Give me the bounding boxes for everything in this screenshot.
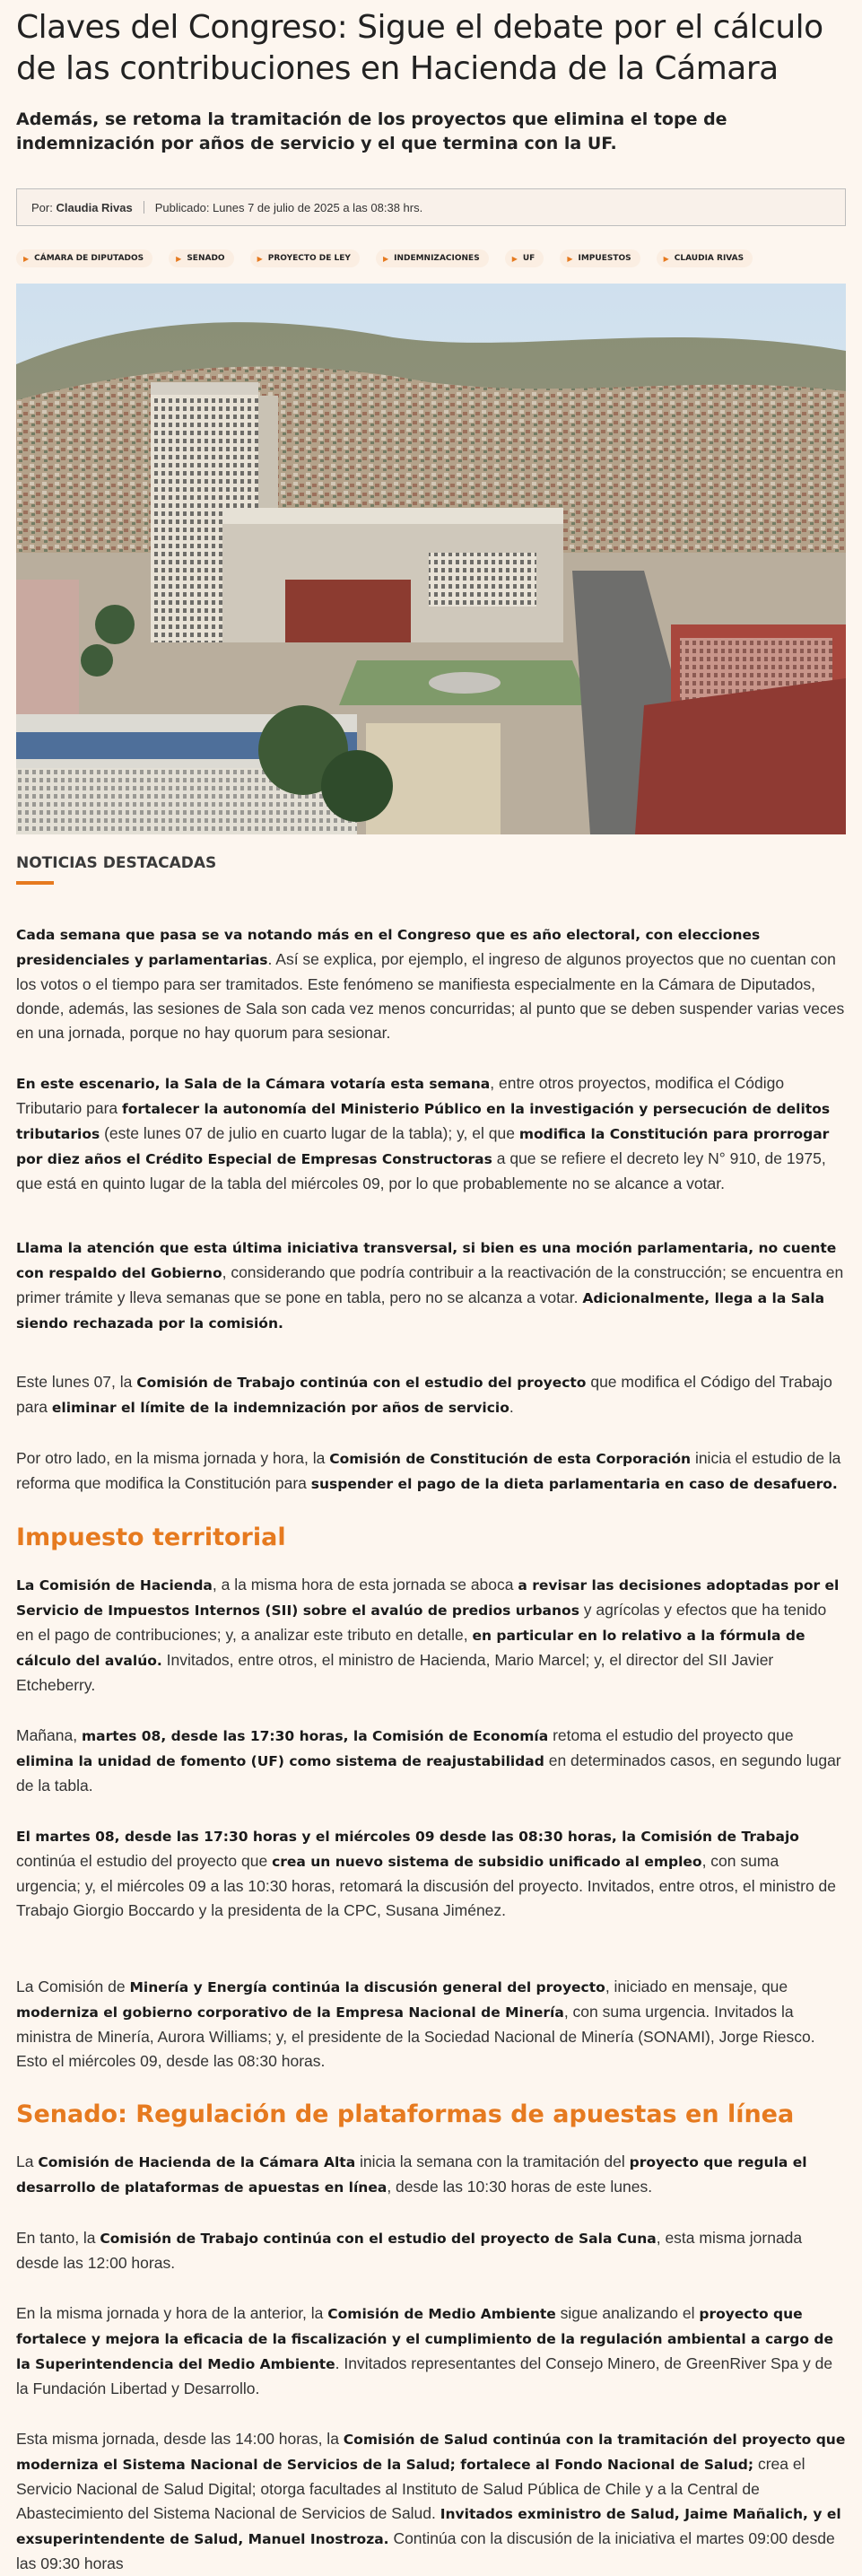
text-run: Este lunes 07, la (16, 1373, 137, 1391)
tag-link[interactable] (250, 249, 360, 267)
paragraph (16, 1573, 846, 1698)
bold-text: Comisión de Medio Ambiente (327, 2306, 556, 2322)
bold-text: martes 08, desde las 17:30 horas, la Comisión de Economía (81, 1728, 549, 1744)
tag-arrow-icon: ▶ (663, 254, 669, 263)
bold-text: Comisión de Hacienda de la Cámara Alta (38, 2154, 356, 2170)
tag-link[interactable] (560, 249, 640, 267)
bold-text: crea un nuevo sistema de subsidio unificado al empleo (272, 1854, 702, 1870)
tag-label: IMPUESTOS (578, 254, 631, 263)
bold-text: moderniza el gobierno corporativo de la Empresa Nacional de Minería (16, 2004, 564, 2021)
bold-text: La Comisión de Hacienda (16, 1577, 213, 1594)
bold-text: Adicionalmente, llega a la Sala siendo rechazada por la comisión. (16, 1290, 825, 1332)
tag-link[interactable] (16, 249, 152, 267)
paragraph (16, 1824, 846, 1923)
text-run: Invitados, entre otros, el ministro de Hacienda, Mario Marcel; y, el director del SII Javier Etcheberry. (16, 1651, 774, 1694)
tag-label: CLAUDIA RIVAS (674, 254, 744, 263)
tag-arrow-icon: ▶ (511, 254, 518, 263)
text-run: , iniciado en mensaje, que (605, 1978, 788, 1995)
paragraph (16, 2226, 846, 2275)
tag-arrow-icon: ▶ (382, 254, 389, 263)
text-run: , considerando que podría contribuir a la reactivación de la construcción; se encuentra en primer trámite y lleva semanas que se pone en tabla, pero no se alcanza a votar. (16, 1263, 844, 1306)
paragraph (16, 1370, 846, 1420)
section-underline (16, 881, 54, 885)
article-title: Claves del Congreso: Sigue el debate por el cálculo de las contribuciones en Hacienda de la Cámara (16, 9, 823, 87)
text-run: , desde las 10:30 horas de este lunes. (387, 2178, 653, 2196)
bold-text: elimina la unidad de fomento (UF) como sistema de reajustabilidad (16, 1753, 544, 1769)
tag-label: CÁMARA DE DIPUTADOS (34, 254, 144, 263)
tag-arrow-icon: ▶ (23, 254, 30, 263)
text-run: que modifica el Código del Trabajo para (16, 1373, 832, 1416)
tag-label: PROYECTO DE LEY (267, 254, 351, 263)
bold-text: En este escenario, la Sala de la Cámara votaría esta semana (16, 1076, 491, 1092)
text-run: Por otro lado, en la misma jornada y hora, la (16, 1449, 330, 1467)
bold-text: El martes 08, desde las 17:30 horas y el miércoles 09 desde las 08:30 horas, la Comisión de Trabajo (16, 1829, 799, 1845)
text-run: sigue analizando el (555, 2304, 700, 2322)
subheading-impuesto: Impuesto territorial (16, 1524, 286, 1551)
tag-label: SENADO (187, 254, 225, 263)
bold-text: Comisión de Constitución de esta Corporación (329, 1451, 692, 1467)
text-run: en determinados casos, en segundo lugar de la tabla. (16, 1751, 841, 1794)
bold-text: a revisar las decisiones adoptadas por el Servicio de Impuestos Internos (SII) sobre el avalúo de predios urbanos (16, 1577, 840, 1619)
text-run: , con suma urgencia; y, el miércoles 09 a las 10:30 horas, retomará la discusión del proyecto. Invitados, entre otros, el ministro de Trabajo Giorgio Boccardo y la presidenta de la CPC, Susana Jiménez. (16, 1852, 837, 1919)
text-run: En la misma jornada y hora de la anterior, la (16, 2304, 328, 2322)
tag-arrow-icon: ▶ (176, 254, 182, 263)
article-subtitle: Además, se retoma la tramitación de los proyectos que elimina el tope de indemnización por años de servicio y el que termina con la UF. (16, 109, 727, 153)
text-run: inicia el estudio de la reforma que modifica la Constitución para (16, 1449, 841, 1492)
tag-link[interactable] (376, 249, 489, 267)
paragraph (16, 2427, 846, 2576)
subheading-senado: Senado: Regulación de plataformas de apuestas en línea (16, 2100, 795, 2128)
author-prefix: Por: (31, 200, 53, 214)
text-run: La (16, 2152, 39, 2170)
text-run: La Comisión de (16, 1978, 130, 1995)
paragraph (16, 1446, 846, 1497)
bold-text: suspender el pago de la dieta parlamentaria en caso de desafuero. (310, 1476, 838, 1492)
paragraph (16, 2301, 846, 2401)
text-run: . Así se explica, por ejemplo, el ingreso de algunos proyectos que no cuentan con los votos o el tiempo para ser tramitados. Este fenómeno se manifiesta especialmente en la Cámara de Diputados, donde, además, las sesiones de Sala son cada vez menos concurridas; al punto que se deben suspender varias veces en una jornada, porque no hay quorum para sesionar. (16, 950, 845, 1042)
tag-label: UF (522, 254, 535, 263)
tag-arrow-icon: ▶ (567, 254, 573, 263)
text-run: retoma el estudio del proyecto que (548, 1726, 794, 1744)
byline (16, 188, 846, 226)
text-run: , esta misma jornada desde las 12:00 horas. (16, 2229, 803, 2272)
hero-image (16, 284, 846, 834)
text-run: a que se refiere el decreto ley N° 910, de 1975, que está en quinto lugar de la tabla del miércoles 09, por lo que probablemente no se alcance a votar. (16, 1149, 826, 1192)
bold-text: Minería y Energía continúa la discusión general del proyecto (129, 1979, 605, 1995)
bold-text: Cada semana que pasa se va notando más en el Congreso que es año electoral, con elecciones presidenciales y parlamentarias (16, 927, 761, 968)
text-run: (este lunes 07 de julio en cuarto lugar de la tabla); y, el que (100, 1124, 519, 1142)
tag-link[interactable] (169, 249, 233, 267)
text-run: Mañana, (16, 1726, 82, 1744)
bold-text: fortalecer la autonomía del Ministerio Público en la investigación y persecución de delitos tributarios (16, 1101, 831, 1142)
bold-text: Llama la atención que esta última iniciativa transversal, si bien es una moción parlamentaria, no cuente con respaldo del Gobierno (16, 1240, 837, 1281)
bold-text: proyecto que regula el desarrollo de plataformas de apuestas en línea (16, 2154, 807, 2196)
bold-text: Comisión de Trabajo continúa con el estudio del proyecto de Sala Cuna (100, 2231, 657, 2247)
paragraph (16, 2150, 846, 2200)
tag-arrow-icon: ▶ (257, 254, 263, 263)
bold-text: Comisión de Salud continúa con la tramitación del proyecto que moderniza el Sistema Nacional de Servicios de la Salud; fortalece al Fondo Nacional de Salud; (16, 2432, 846, 2473)
section-label: NOTICIAS DESTACADAS (16, 854, 217, 872)
text-run: continúa el estudio del proyecto que (16, 1852, 273, 1870)
text-run: , a la misma hora de esta jornada se aboca (212, 1576, 518, 1594)
paragraph (16, 1236, 846, 1336)
paragraph (16, 1975, 846, 2074)
bold-text: en particular en lo relativo a la fórmula de cálculo del avalúo. (16, 1628, 805, 1669)
tag-link[interactable] (505, 249, 544, 267)
tag-label: INDEMNIZACIONES (394, 254, 480, 263)
text-run: , con suma urgencia. Invitados la ministra de Minería, Aurora Williams; y, el presidente de la Sociedad Nacional de Minería (SONAMI), Jorge Riesco. Esto el miércoles 09, desde las 08:30 horas. (16, 2003, 815, 2070)
tag-list (16, 249, 846, 267)
text-run: y agrícolas y efectos que ha tenido en el pago de contribuciones; y, a analizar este tributo en detalle, (16, 1601, 827, 1644)
tag-link[interactable] (657, 249, 753, 267)
paragraph (16, 1071, 846, 1196)
paragraph (16, 922, 846, 1045)
bold-text: Comisión de Trabajo continúa con el estudio del proyecto (136, 1375, 587, 1391)
bold-text: modifica la Constitución para prorrogar por diez años el Crédito Especial de Empresas Constructoras (16, 1126, 830, 1167)
author-link[interactable]: Claudia Rivas (56, 200, 133, 214)
article-body (16, 922, 846, 2576)
text-run: crea el Servicio Nacional de Salud Digital; otorga facultades al Instituto de Salud Pública de Chile y a la Central de Abastecimiento del Sistema Nacional de Servicios de Salud. (16, 2455, 805, 2522)
bold-text: eliminar el límite de la indemnización por años de servicio (51, 1400, 509, 1416)
publish-date: Publicado: Lunes 7 de julio de 2025 a las 08:38 hrs. (154, 200, 423, 214)
paragraph (16, 1724, 846, 1798)
bold-text: Invitados exministro de Salud, Jaime Mañalich, y el exsuperintendente de Salud, Manuel Inostroza. (16, 2506, 841, 2547)
text-run: Continúa con la discusión de la iniciativa el martes 09:00 desde las 09:30 horas (16, 2529, 835, 2572)
article (0, 7, 862, 2576)
text-run: , entre otros proyectos, modifica el Código Tributario para (16, 1074, 785, 1117)
text-run: inicia la semana con la tramitación del (355, 2152, 630, 2170)
text-run: . (509, 1398, 514, 1416)
text-run: . Invitados representantes del Consejo Minero, de GreenRiver Spa y de la Fundación Libertad y Desarrollo. (16, 2354, 833, 2397)
text-run: En tanto, la (16, 2229, 100, 2247)
bold-text: proyecto que fortalece y mejora la eficacia de la fiscalización y el cumplimiento de la regulación ambiental a cargo de la Superintendencia del Medio Ambiente (16, 2306, 833, 2372)
text-run: Esta misma jornada, desde las 14:00 horas, la (16, 2430, 344, 2448)
